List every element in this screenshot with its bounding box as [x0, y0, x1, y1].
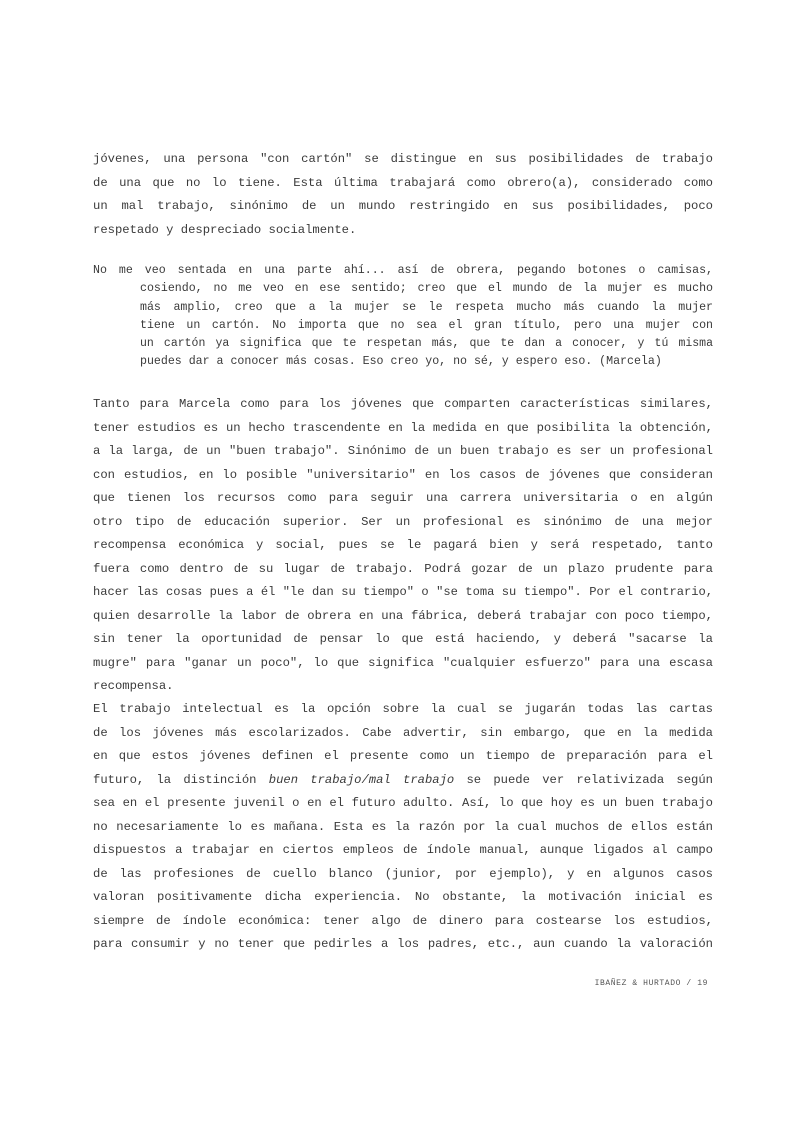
text-segment: futuro, la distinción	[93, 772, 269, 787]
quote-line: puedes dar a conocer más cosas. Eso creo yo, no sé, y espero eso. (Marcela)	[140, 355, 662, 369]
text-line: sea en el presente juvenil o en el futuro adulto. Así, lo que hoy es un buen trabajo	[93, 796, 713, 810]
text-line: para consumir y no tener que pedirles a los padres, etc., aun cuando la valoración	[93, 937, 713, 951]
text-line: de los jóvenes más escolarizados. Cabe advertir, sin embargo, que en la medida	[93, 725, 713, 740]
text-line: a la larga, de un "buen trabajo". Sinónimo de un buen trabajo es ser un profesional	[93, 444, 713, 458]
text-line: de una que no lo tiene. Esta última trabajará como obrero(a), considerado como	[93, 175, 713, 190]
paragraph-2	[93, 393, 713, 699]
text-line: El trabajo intelectual es la opción sobre la cual se jugarán todas las cartas	[93, 702, 713, 716]
text-line: siempre de índole económica: tener algo de dinero para costearse los estudios,	[93, 913, 713, 928]
quote-line: cosiendo, no me veo en ese sentido; creo que el mundo de la mujer es mucho	[140, 282, 713, 296]
emphasis-text: buen trabajo/mal trabajo	[268, 772, 455, 787]
text-line: valoran positivamente dicha experiencia. No obstante, la motivación inicial es	[93, 890, 713, 904]
text-line: con estudios, en lo posible "universitario" en los casos de jóvenes que consideran	[93, 467, 713, 482]
text-line: que tienen los recursos como para seguir una carrera universitaria o en algún	[93, 491, 713, 505]
block-quote	[93, 262, 713, 372]
text-line: de las profesiones de cuello blanco (junior, por ejemplo), y en algunos casos	[93, 866, 713, 881]
text-line: mugre" para "ganar un poco", lo que significa "cualquier esfuerzo" para una escasa	[93, 655, 713, 670]
text-line: en que estos jóvenes definen el presente como un tiempo de preparación para el	[93, 749, 713, 763]
page-footer: IBAÑEZ & HURTADO / 19	[594, 979, 708, 988]
quote-line: un cartón ya significa que te respetan más, que te dan a conocer, y tú misma	[140, 337, 713, 351]
text-line: recompensa.	[93, 679, 174, 693]
text-segment: se puede ver relativizada según	[454, 772, 713, 787]
text-line: quien desarrolle la labor de obrera en una fábrica, deberá trabajar con poco tiempo,	[93, 608, 713, 623]
text-line: dispuestos a trabajar en ciertos empleos de índole manual, aunque ligados al campo	[93, 843, 713, 857]
paragraph-1	[93, 148, 713, 242]
text-line: tener estudios es un hecho trascendente en la medida en que posibilita la obtención,	[93, 420, 713, 435]
text-line-with-emphasis	[93, 769, 713, 793]
text-line: un mal trabajo, sinónimo de un mundo restringido en sus posibilidades, poco	[93, 199, 713, 213]
text-line: otro tipo de educación superior. Ser un profesional es sinónimo de una mejor	[93, 514, 713, 529]
text-line: Tanto para Marcela como para los jóvenes que comparten características similares,	[93, 397, 713, 411]
text-line: fuera como dentro de su lugar de trabajo. Podrá gozar de un plazo prudente para	[93, 561, 713, 576]
text-line: jóvenes, una persona "con cartón" se distingue en sus posibilidades de trabajo	[93, 152, 713, 166]
text-line: sin tener la oportunidad de pensar lo que está haciendo, y deberá "sacarse la	[93, 632, 713, 646]
quote-line: tiene un cartón. No importa que no sea el gran título, pero una mujer con	[140, 318, 713, 332]
text-line: hacer las cosas pues a él "le dan su tiempo" o "se toma su tiempo". Por el contrario,	[93, 585, 713, 599]
text-line: recompensa económica y social, pues se le pagará bien y será respetado, tanto	[93, 538, 713, 552]
text-line: no necesariamente lo es mañana. Esta es la razón por la cual muchos de ellos están	[93, 819, 713, 834]
paragraph-3	[93, 698, 713, 957]
text-line: respetado y despreciado socialmente.	[93, 222, 357, 237]
quote-line: No me veo sentada en una parte ahí... así de obrera, pegando botones o camisas,	[93, 264, 713, 277]
quote-line: más amplio, creo que a la mujer se le respeta mucho más cuando la mujer	[140, 300, 713, 314]
